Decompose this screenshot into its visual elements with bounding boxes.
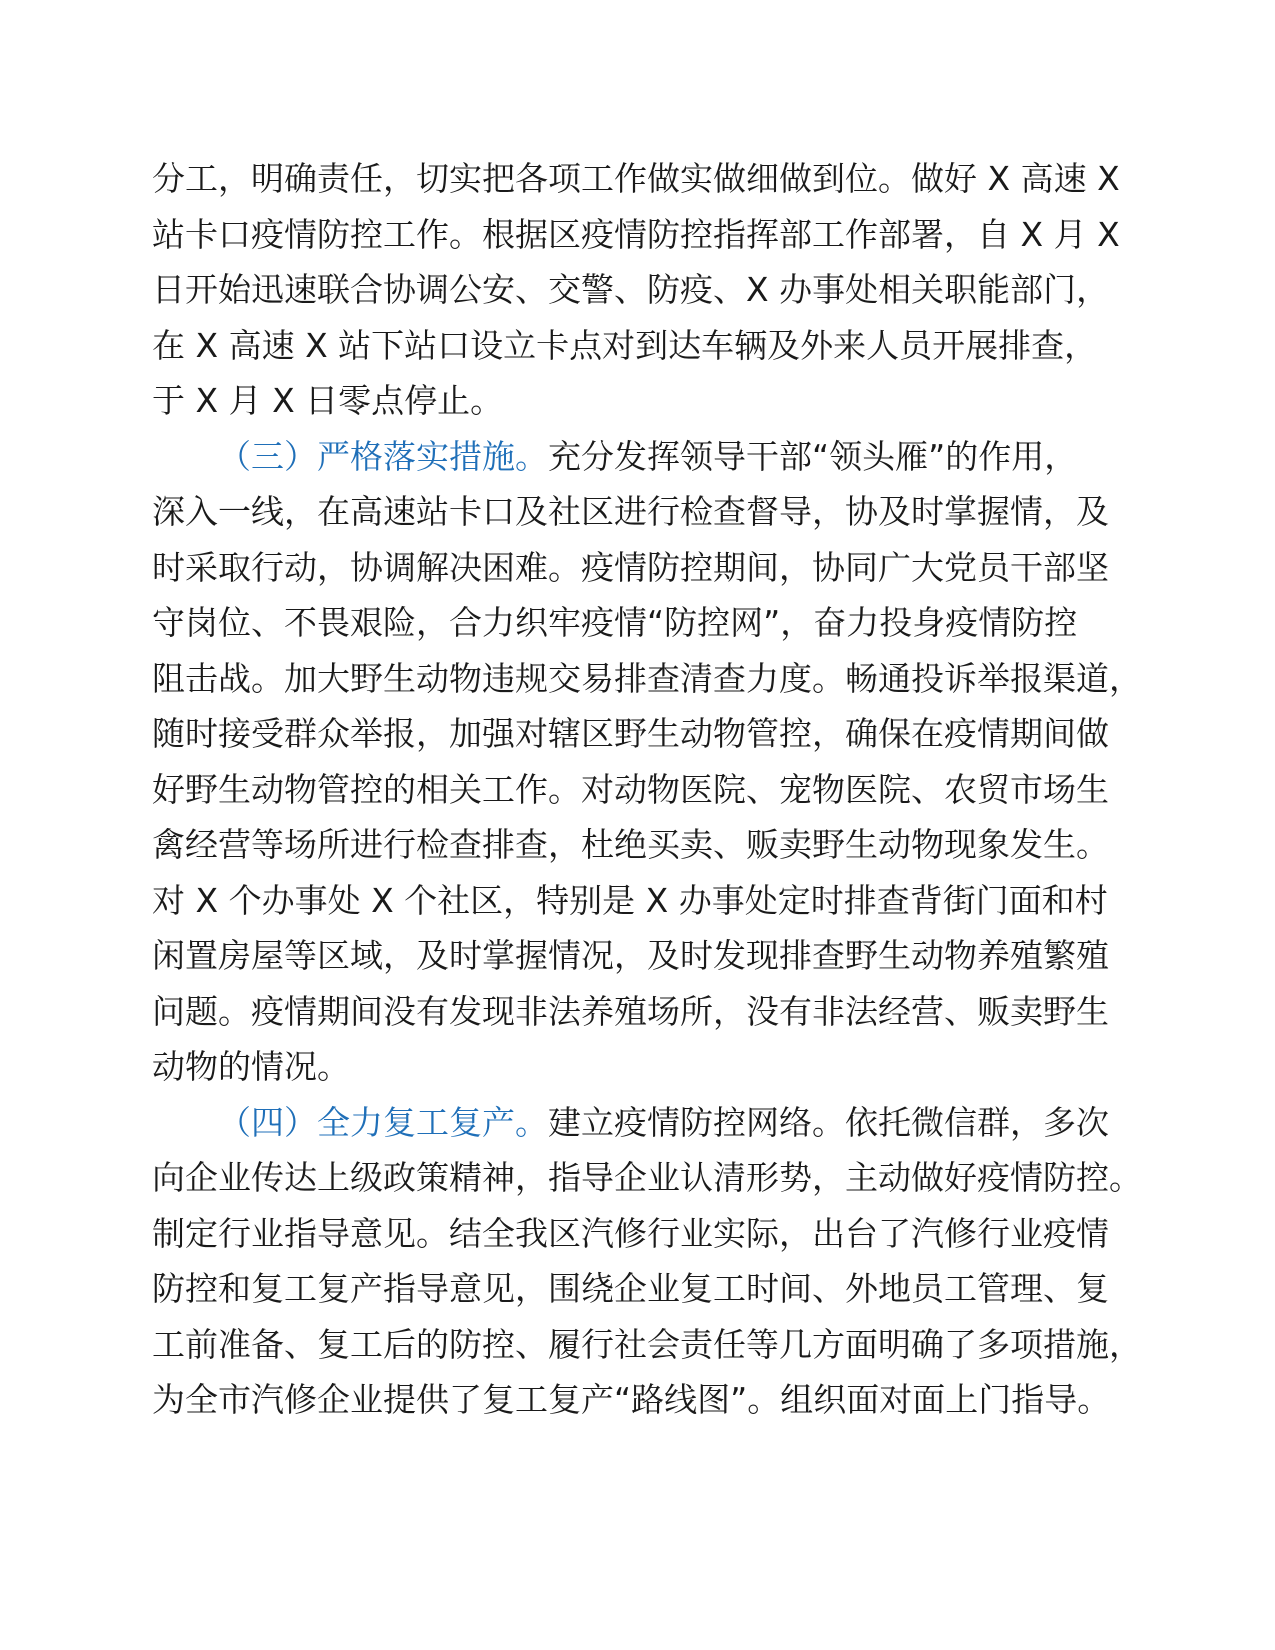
text-line: 阻击战。加大野生动物违规交易排查清查力度。畅通投诉举报渠道， xyxy=(152,658,1142,698)
text-line: 工前准备、复工后的防控、履行社会责任等几方面明确了多项措施， xyxy=(152,1324,1142,1364)
text-line: 向企业传达上级政策精神，指导企业认清形势，主动做好疫情防控。 xyxy=(152,1158,1142,1197)
text-line: 于 X 月 X 日零点停止。 xyxy=(152,381,504,420)
text-line: 对 X 个办事处 X 个社区，特别是 X 办事处定时排查背街门面和村 xyxy=(152,880,1108,920)
text-line: 守岗位、不畏艰险，合力织牢疫情“防控网”，奋力投身疫情防控 xyxy=(152,603,1078,642)
text-line: 深入一线，在高速站卡口及社区进行检查督导，协及时掌握情，及 xyxy=(152,492,1109,531)
text-line: 闲置房屋等区域，及时掌握情况，及时发现排查野生动物养殖繁殖 xyxy=(152,936,1109,975)
text-line: 时采取行动，协调解决困难。疫情防控期间，协同广大党员干部坚 xyxy=(152,547,1109,587)
text-line: 站卡口疫情防控工作。根据区疫情防控指挥部工作部署，自 X 月 X xyxy=(152,214,1120,254)
text-line: 问题。疫情期间没有发现非法养殖场所，没有非法经营、贩卖野生 xyxy=(152,991,1109,1031)
section-heading-four: （四）全力复工复产。 xyxy=(218,1102,548,1142)
text-run: 建立疫情防控网络。依托微信群，多次 xyxy=(548,1102,1109,1142)
text-line: 在 X 高速 X 站下站口设立卡点对到达车辆及外来人员开展排查， xyxy=(152,325,1098,365)
text-line: 随时接受群众举报，加强对辖区野生动物管控，确保在疫情期间做 xyxy=(152,714,1109,753)
text-line: 为全市汽修企业提供了复工复产“路线图”。组织面对面上门指导。 xyxy=(152,1380,1111,1419)
paragraph-strict-measures xyxy=(152,429,1142,1095)
text-line: 分工，明确责任，切实把各项工作做实做细做到位。做好 X 高速 X xyxy=(152,159,1120,198)
document-body xyxy=(152,151,1142,1428)
text-line: 好野生动物管控的相关工作。对动物医院、宠物医院、农贸市场生 xyxy=(152,769,1109,809)
paragraph-work-assignment xyxy=(152,151,1132,429)
text-line: 禽经营等场所进行检查排查，杜绝买卖、贩卖野生动物现象发生。 xyxy=(152,825,1109,864)
text-run: 充分发挥领导干部“领头雁”的作用， xyxy=(548,436,1078,476)
text-line: 动物的情况。 xyxy=(152,1047,350,1086)
text-line xyxy=(152,1095,1132,1151)
paragraph-resume-production xyxy=(152,1095,1142,1428)
text-line: 防控和复工复产指导意见，围绕企业复工时间、外地员工管理、复 xyxy=(152,1269,1109,1308)
section-heading-three: （三）严格落实措施。 xyxy=(218,436,548,476)
text-line xyxy=(152,429,1132,485)
text-line: 日开始迅速联合协调公安、交警、防疫、X 办事处相关职能部门， xyxy=(152,270,1110,309)
text-line: 制定行业指导意见。结全我区汽修行业实际，出台了汽修行业疫情 xyxy=(152,1213,1109,1253)
